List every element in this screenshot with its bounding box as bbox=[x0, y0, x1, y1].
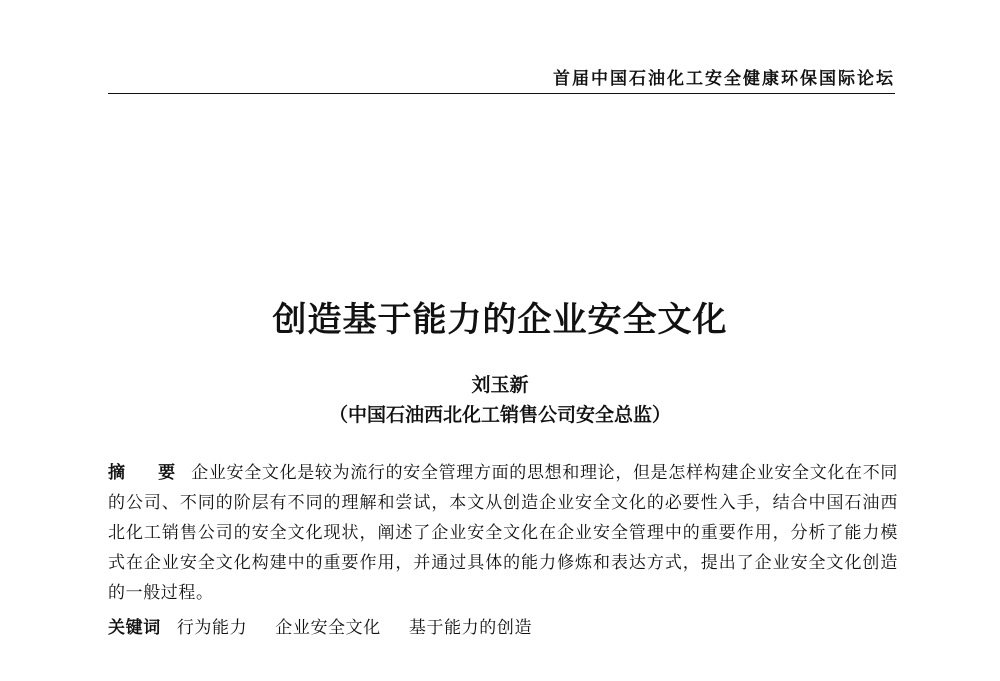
author-affiliation: （中国石油西北化工销售公司安全总监） bbox=[328, 404, 671, 426]
keywords-label: 关键词 bbox=[108, 618, 161, 638]
abstract-label: 摘 要 bbox=[108, 463, 184, 483]
keywords bbox=[108, 613, 898, 643]
paper-title: 创造基于能力的企业安全文化 bbox=[272, 300, 728, 340]
abstract-text: 企业安全文化是较为流行的安全管理方面的思想和理论，但是怎样构建企业安全文化在不同的公司、不同的阶层有不同的理解和尝试，本文从创造企业安全文化的必要性入手，结合中国石油西北化工销售公司的安全文化现状，阐述了企业安全文化在企业安全管理中的重要作用，分析了能力模式在企业安全文化构建中的重要作用，并通过具体的能力修炼和表达方式，提出了企业安全文化创造的一般过程。 bbox=[108, 463, 899, 603]
keyword-item: 基于能力的创造 bbox=[408, 618, 533, 638]
header-rule bbox=[108, 93, 895, 94]
keyword-item: 行为能力 bbox=[176, 618, 248, 638]
abstract bbox=[108, 458, 898, 608]
running-header: 首届中国石油化工安全健康环保国际论坛 bbox=[553, 69, 895, 89]
author-name: 刘玉新 bbox=[471, 374, 529, 396]
keyword-item: 企业安全文化 bbox=[275, 618, 381, 638]
